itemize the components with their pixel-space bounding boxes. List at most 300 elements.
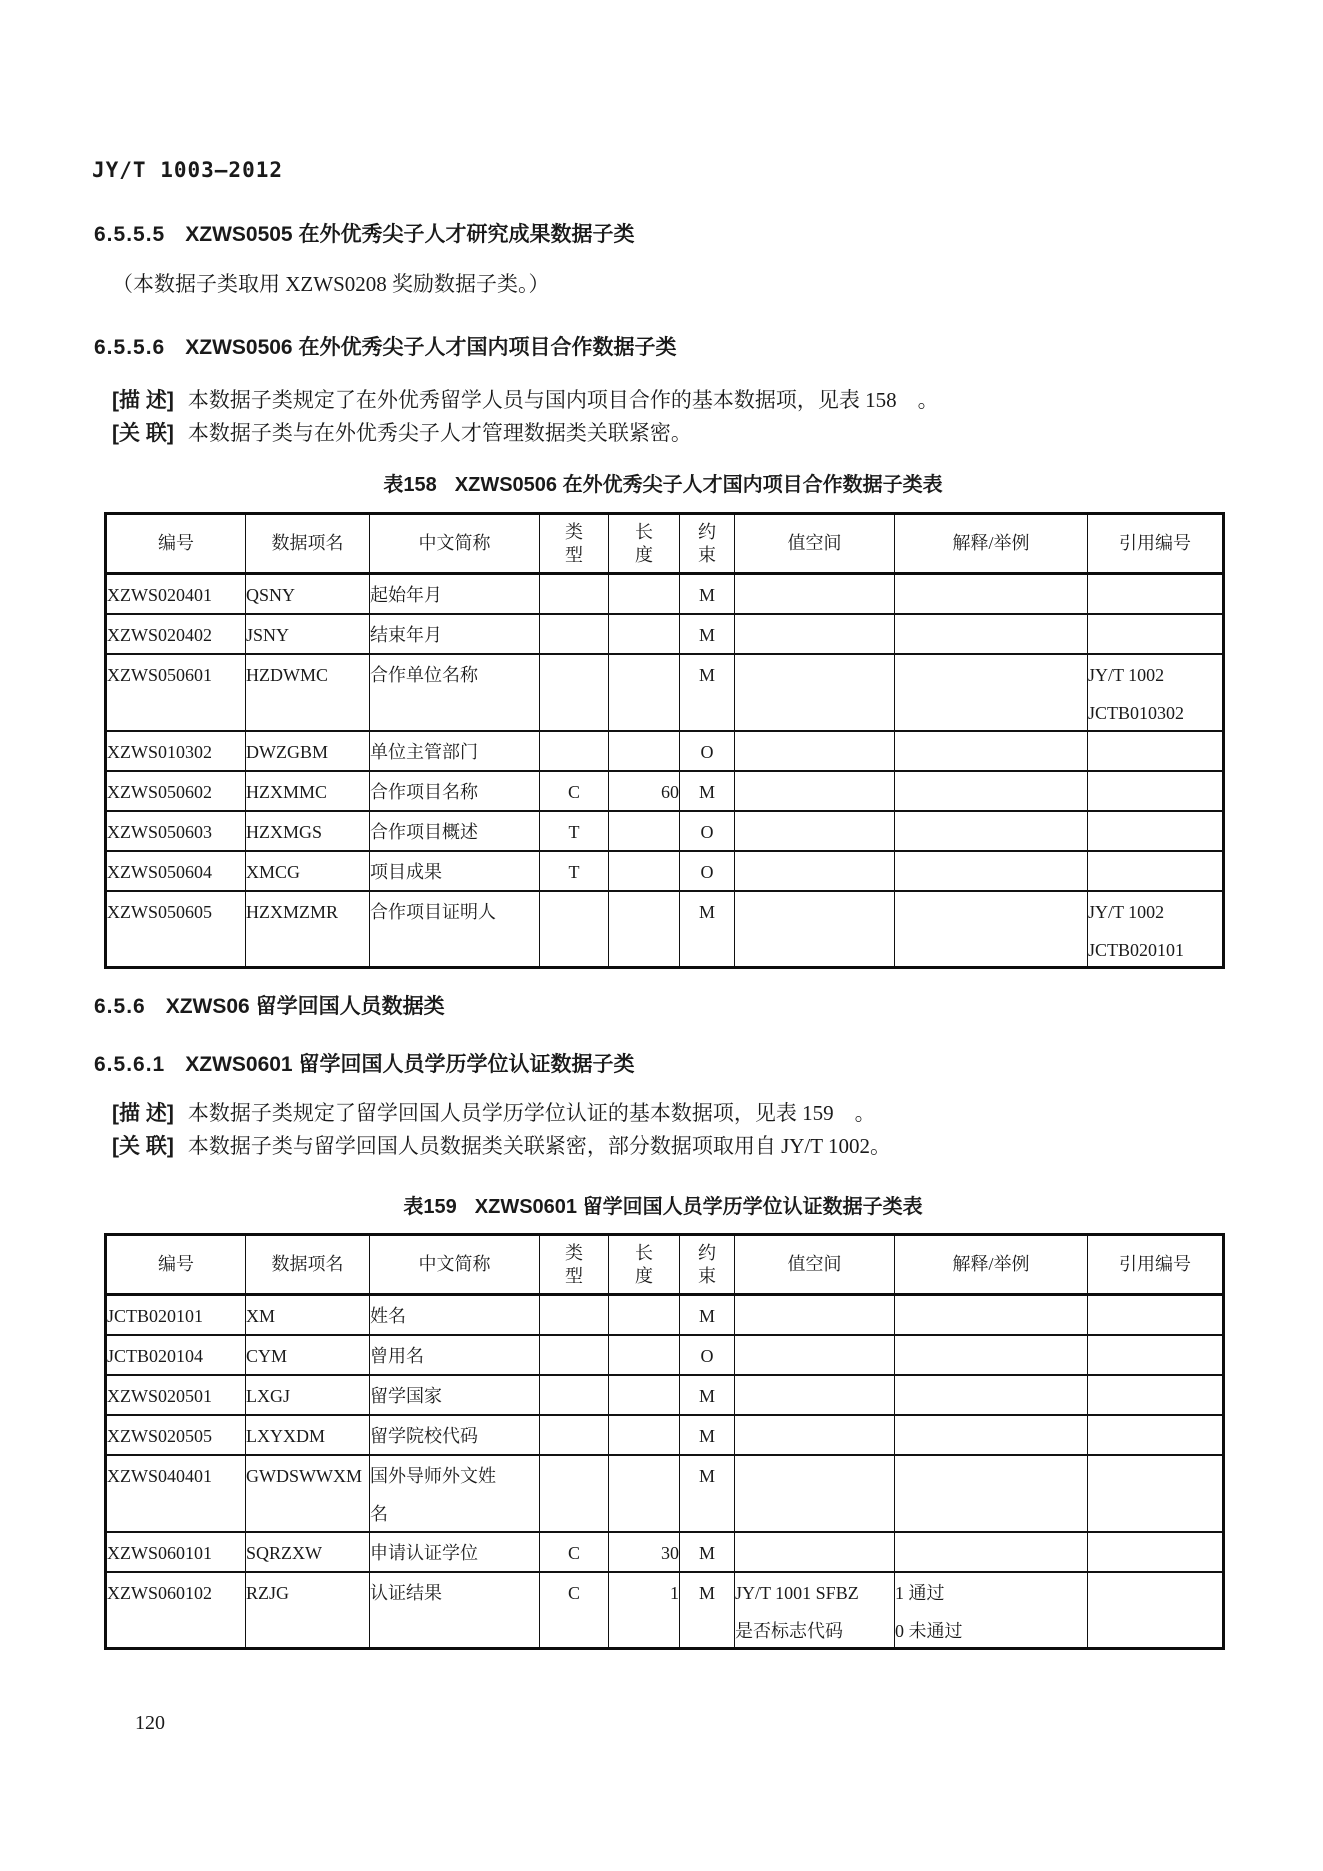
table-cell bbox=[1088, 1572, 1224, 1649]
table-cell bbox=[540, 771, 609, 811]
table-caption-prefix: 表158 bbox=[383, 474, 437, 496]
cell-text: T bbox=[568, 821, 580, 842]
cell-text: 中文简称 bbox=[418, 533, 491, 553]
header-row bbox=[106, 1235, 1224, 1295]
cell-text: 国外导师外文姓 bbox=[370, 1465, 496, 1486]
table-cell bbox=[609, 1335, 680, 1375]
table-cell bbox=[246, 1295, 370, 1335]
table-cell bbox=[895, 1455, 1088, 1532]
table-cell bbox=[680, 731, 735, 771]
table-cell bbox=[540, 654, 609, 731]
cell-text: 留学院校代码 bbox=[370, 1425, 478, 1446]
table-row bbox=[106, 811, 1224, 851]
cell-text: 度 bbox=[635, 1265, 653, 1286]
header-row bbox=[106, 514, 1224, 574]
table-cell bbox=[106, 891, 246, 968]
cell-text bbox=[540, 740, 608, 764]
table-cell bbox=[609, 1572, 680, 1649]
table-cell bbox=[1088, 851, 1224, 891]
table-caption-prefix: 表159 bbox=[403, 1196, 457, 1218]
cell-text: T bbox=[568, 861, 580, 882]
table-cell bbox=[540, 1295, 609, 1335]
table-cell bbox=[680, 1572, 735, 1649]
table-159-container bbox=[104, 1233, 1225, 1650]
cell-text: 60 bbox=[661, 781, 679, 802]
table-cell bbox=[895, 1532, 1088, 1572]
cell-text: 起始年月 bbox=[370, 585, 442, 605]
cell-text: 合作项目概述 bbox=[370, 821, 478, 842]
table-cell bbox=[895, 891, 1088, 968]
cell-text bbox=[540, 1384, 608, 1408]
table-cell bbox=[540, 1375, 609, 1415]
table-cell bbox=[1088, 614, 1224, 654]
cell-text: XZWS050604 bbox=[107, 861, 212, 882]
table-cell bbox=[540, 614, 609, 654]
table-cell bbox=[1088, 654, 1224, 731]
cell-text bbox=[1088, 1581, 1222, 1605]
cell-text: 约 bbox=[698, 1242, 716, 1263]
table-row bbox=[106, 891, 1224, 968]
table-row bbox=[106, 614, 1224, 654]
table-cell bbox=[609, 614, 680, 654]
table-cell bbox=[609, 811, 680, 851]
section-number: 6.5.5.6 bbox=[94, 336, 166, 359]
page-number: 120 bbox=[135, 1712, 165, 1734]
cell-text: XMCG bbox=[246, 861, 301, 882]
table-row bbox=[106, 574, 1224, 614]
table-caption-title: XZWS0506 在外优秀尖子人才国内项目合作数据子类表 bbox=[454, 474, 943, 496]
cell-text: XZWS050602 bbox=[107, 781, 212, 802]
table-cell bbox=[1088, 771, 1224, 811]
cell-text: XZWS010302 bbox=[107, 741, 212, 762]
cell-text: 类 bbox=[565, 1242, 583, 1263]
table-cell bbox=[735, 654, 895, 731]
table-cell bbox=[246, 771, 370, 811]
cell-text: 数据项名 bbox=[271, 1254, 344, 1274]
cell-text bbox=[895, 583, 1087, 607]
cell-text bbox=[1088, 1384, 1222, 1408]
table-159 bbox=[104, 1233, 1225, 1650]
cell-text: 引用编号 bbox=[1119, 1254, 1191, 1274]
table-cell bbox=[680, 574, 735, 614]
cell-text: 合作项目名称 bbox=[370, 781, 478, 802]
table-cell bbox=[370, 614, 540, 654]
table-caption-title: XZWS0601 留学回国人员学历学位认证数据子类表 bbox=[474, 1196, 923, 1218]
cell-text: XZWS050601 bbox=[107, 664, 212, 685]
column-header bbox=[609, 514, 680, 574]
cell-text: 申请认证学位 bbox=[370, 1542, 478, 1563]
cell-text: 解释/举例 bbox=[952, 533, 1030, 553]
table-cell bbox=[895, 731, 1088, 771]
table-cell bbox=[370, 1572, 540, 1649]
table-cell bbox=[735, 614, 895, 654]
table-cell bbox=[370, 1455, 540, 1532]
relation-text: 本数据子类与在外优秀尖子人才管理数据类关联紧密。 bbox=[187, 421, 692, 445]
cell-text: 30 bbox=[661, 1542, 679, 1563]
cell-text: JCTB020101 bbox=[1088, 939, 1185, 960]
cell-text: JSNY bbox=[246, 624, 290, 645]
table-cell bbox=[1088, 1415, 1224, 1455]
cell-text: M bbox=[698, 781, 715, 802]
column-header bbox=[370, 514, 540, 574]
cell-text: 约 bbox=[698, 521, 716, 542]
section-heading-6-5-5-5 bbox=[94, 218, 634, 248]
cell-text: 名 bbox=[370, 1503, 388, 1524]
cell-text bbox=[735, 1384, 894, 1408]
cell-text: LXYXDM bbox=[246, 1425, 325, 1446]
cell-text bbox=[1088, 820, 1222, 844]
cell-text bbox=[735, 663, 894, 687]
cell-text: 编号 bbox=[158, 1254, 194, 1274]
description-label: [描 述] bbox=[112, 389, 174, 412]
table-158-caption bbox=[104, 468, 1222, 497]
cell-text bbox=[735, 740, 894, 764]
cell-text bbox=[1088, 1541, 1222, 1565]
table-cell bbox=[609, 891, 680, 968]
cell-text: XZWS060102 bbox=[107, 1582, 212, 1603]
table-cell bbox=[609, 771, 680, 811]
table-cell bbox=[106, 1375, 246, 1415]
cell-text bbox=[895, 780, 1087, 804]
table-cell bbox=[246, 1455, 370, 1532]
cell-text: RZJG bbox=[246, 1582, 290, 1603]
cell-text: 束 bbox=[698, 1265, 716, 1286]
cell-text bbox=[895, 1384, 1087, 1408]
table-row bbox=[106, 851, 1224, 891]
cell-text: 类 bbox=[565, 521, 583, 542]
section-number: 6.5.6 bbox=[94, 995, 146, 1018]
cell-text: 型 bbox=[565, 1265, 583, 1286]
cell-text bbox=[609, 860, 679, 884]
cell-text bbox=[540, 900, 608, 924]
cell-text: HZXMZMR bbox=[246, 901, 339, 922]
cell-text: 是否标志代码 bbox=[735, 1620, 843, 1641]
cell-text: XM bbox=[246, 1306, 276, 1326]
cell-text bbox=[895, 1344, 1087, 1368]
column-header bbox=[680, 514, 735, 574]
table-cell bbox=[246, 1375, 370, 1415]
table-cell bbox=[1088, 891, 1224, 968]
table-cell bbox=[246, 731, 370, 771]
cell-text: 0 未通过 bbox=[895, 1620, 963, 1641]
column-header bbox=[370, 1235, 540, 1295]
cell-text: 型 bbox=[565, 544, 583, 565]
table-cell bbox=[895, 851, 1088, 891]
cell-text bbox=[1088, 1424, 1222, 1448]
table-cell bbox=[680, 1415, 735, 1455]
table-cell bbox=[735, 1532, 895, 1572]
description-label: [描 述] bbox=[112, 1102, 174, 1125]
cell-text: GWDSWWXM bbox=[246, 1465, 362, 1486]
cell-text: XZWS040401 bbox=[107, 1465, 212, 1486]
column-header bbox=[1088, 1235, 1224, 1295]
table-cell bbox=[680, 1532, 735, 1572]
table-cell bbox=[246, 1532, 370, 1572]
cell-text: 项目成果 bbox=[370, 861, 442, 882]
cell-text bbox=[735, 1424, 894, 1448]
table-cell bbox=[370, 811, 540, 851]
table-cell bbox=[106, 574, 246, 614]
column-header bbox=[540, 514, 609, 574]
cell-text bbox=[540, 1304, 608, 1328]
description-paragraph bbox=[112, 1097, 876, 1127]
table-cell bbox=[540, 851, 609, 891]
table-cell bbox=[609, 654, 680, 731]
column-header bbox=[735, 1235, 895, 1295]
cell-text bbox=[735, 583, 894, 607]
table-cell bbox=[540, 1335, 609, 1375]
relation-label: [关 联] bbox=[112, 422, 174, 445]
cell-text: M bbox=[698, 664, 715, 685]
cell-text bbox=[540, 583, 608, 607]
cell-text: M bbox=[698, 1465, 715, 1486]
description-text: 本数据子类规定了在外优秀留学人员与国内项目合作的基本数据项，见表 158 。 bbox=[187, 388, 939, 412]
cell-text: JY/T 1002 bbox=[1088, 901, 1165, 922]
table-cell bbox=[680, 891, 735, 968]
table-cell bbox=[895, 771, 1088, 811]
table-cell bbox=[609, 1415, 680, 1455]
cell-text: 留学国家 bbox=[370, 1385, 442, 1406]
table-cell bbox=[735, 771, 895, 811]
cell-text bbox=[540, 1464, 608, 1488]
cell-text: 合作项目证明人 bbox=[370, 901, 496, 922]
cell-text: XZWS050605 bbox=[107, 901, 212, 922]
section-title: XZWS06 留学回国人员数据类 bbox=[165, 995, 445, 1018]
table-cell bbox=[246, 654, 370, 731]
table-cell bbox=[370, 574, 540, 614]
cell-text bbox=[609, 820, 679, 844]
cell-text bbox=[1088, 1464, 1222, 1488]
cell-text bbox=[895, 1541, 1087, 1565]
section-title: XZWS0506 在外优秀尖子人才国内项目合作数据子类 bbox=[185, 336, 677, 359]
table-cell bbox=[106, 1572, 246, 1649]
table-cell bbox=[1088, 1532, 1224, 1572]
table-cell bbox=[370, 891, 540, 968]
section-heading-6-5-6 bbox=[94, 990, 445, 1020]
cell-text: O bbox=[700, 861, 714, 882]
cell-text bbox=[609, 900, 679, 924]
section-heading-6-5-5-6 bbox=[94, 331, 676, 361]
cell-text bbox=[609, 663, 679, 687]
table-cell bbox=[106, 614, 246, 654]
cell-text: SQRZXW bbox=[246, 1542, 322, 1563]
column-header bbox=[106, 1235, 246, 1295]
cell-text bbox=[895, 860, 1087, 884]
table-cell bbox=[735, 811, 895, 851]
table-cell bbox=[680, 771, 735, 811]
table-cell bbox=[246, 851, 370, 891]
table-cell bbox=[609, 731, 680, 771]
table-cell bbox=[1088, 811, 1224, 851]
cell-text: 度 bbox=[635, 544, 653, 565]
cell-text bbox=[609, 1344, 679, 1368]
table-row bbox=[106, 731, 1224, 771]
table-cell bbox=[106, 654, 246, 731]
table-cell bbox=[540, 811, 609, 851]
section-number: 6.5.6.1 bbox=[94, 1053, 166, 1076]
cell-text bbox=[609, 1384, 679, 1408]
column-header bbox=[735, 514, 895, 574]
table-159-caption bbox=[104, 1190, 1222, 1219]
table-cell bbox=[680, 1335, 735, 1375]
table-158 bbox=[104, 512, 1225, 969]
cell-text: M bbox=[698, 1582, 715, 1603]
cell-text: 单位主管部门 bbox=[370, 741, 478, 762]
table-cell bbox=[895, 654, 1088, 731]
cell-text: 长 bbox=[635, 1242, 653, 1263]
cell-text bbox=[735, 820, 894, 844]
cell-text: 认证结果 bbox=[370, 1582, 442, 1603]
table-cell bbox=[680, 1455, 735, 1532]
table-cell bbox=[680, 811, 735, 851]
cell-text: M bbox=[698, 901, 715, 922]
column-header bbox=[609, 1235, 680, 1295]
table-cell bbox=[540, 574, 609, 614]
cell-text: CYM bbox=[246, 1345, 288, 1366]
cell-text bbox=[735, 1344, 894, 1368]
table-cell bbox=[370, 1295, 540, 1335]
cell-text: XZWS060101 bbox=[107, 1542, 212, 1563]
cell-text: JCTB020104 bbox=[107, 1345, 204, 1366]
cell-text: 曾用名 bbox=[370, 1345, 424, 1366]
section-note: （本数据子类取用 XZWS0208 奖励数据子类。） bbox=[112, 272, 550, 296]
table-row bbox=[106, 1572, 1224, 1649]
cell-text: 结束年月 bbox=[370, 624, 442, 645]
table-cell bbox=[735, 1572, 895, 1649]
cell-text: 解释/举例 bbox=[952, 1254, 1030, 1274]
table-cell bbox=[735, 1295, 895, 1335]
cell-text: C bbox=[567, 1582, 580, 1603]
cell-text bbox=[895, 740, 1087, 764]
relation-paragraph bbox=[112, 417, 692, 447]
table-cell bbox=[370, 1532, 540, 1572]
table-cell bbox=[609, 1375, 680, 1415]
cell-text: M bbox=[698, 1542, 715, 1563]
table-cell bbox=[895, 811, 1088, 851]
table-cell bbox=[370, 1375, 540, 1415]
cell-text bbox=[735, 623, 894, 647]
table-row bbox=[106, 1455, 1224, 1532]
table-cell bbox=[1088, 1295, 1224, 1335]
column-header bbox=[540, 1235, 609, 1295]
cell-text bbox=[609, 1424, 679, 1448]
section-title: XZWS0505 在外优秀尖子人才研究成果数据子类 bbox=[185, 223, 635, 246]
table-cell bbox=[540, 1572, 609, 1649]
cell-text: 1 通过 bbox=[895, 1582, 945, 1603]
table-row bbox=[106, 771, 1224, 811]
cell-text: M bbox=[698, 1306, 715, 1326]
cell-text bbox=[609, 1304, 679, 1328]
table-cell bbox=[735, 1335, 895, 1375]
table-cell bbox=[895, 1375, 1088, 1415]
relation-label: [关 联] bbox=[112, 1135, 174, 1158]
table-cell bbox=[106, 1295, 246, 1335]
cell-text: M bbox=[698, 585, 715, 605]
table-cell bbox=[680, 654, 735, 731]
table-row bbox=[106, 1335, 1224, 1375]
cell-text: 长 bbox=[635, 521, 653, 542]
column-header bbox=[246, 514, 370, 574]
table-cell bbox=[1088, 1375, 1224, 1415]
cell-text bbox=[895, 900, 1087, 924]
table-cell bbox=[540, 891, 609, 968]
table-row bbox=[106, 1295, 1224, 1335]
section-title: XZWS0601 留学回国人员学历学位认证数据子类 bbox=[185, 1053, 635, 1076]
cell-text: JCTB020101 bbox=[107, 1306, 204, 1326]
cell-text bbox=[895, 663, 1087, 687]
table-cell bbox=[370, 731, 540, 771]
table-row bbox=[106, 1415, 1224, 1455]
cell-text bbox=[1088, 860, 1222, 884]
cell-text bbox=[1088, 740, 1222, 764]
cell-text: O bbox=[700, 741, 714, 762]
cell-text bbox=[540, 663, 608, 687]
cell-text: M bbox=[698, 1425, 715, 1446]
cell-text: 姓名 bbox=[370, 1306, 406, 1326]
table-cell bbox=[1088, 574, 1224, 614]
table-cell bbox=[609, 1295, 680, 1335]
table-cell bbox=[246, 614, 370, 654]
table-cell bbox=[246, 574, 370, 614]
cell-text: C bbox=[567, 1542, 580, 1563]
table-cell bbox=[540, 1455, 609, 1532]
cell-text: 编号 bbox=[158, 533, 194, 553]
table-cell bbox=[735, 1415, 895, 1455]
cell-text: 束 bbox=[698, 544, 716, 565]
column-header bbox=[246, 1235, 370, 1295]
table-cell bbox=[680, 1375, 735, 1415]
relation-text: 本数据子类与留学回国人员数据类关联紧密，部分数据项取用自 JY/T 1002。 bbox=[187, 1134, 891, 1158]
cell-text: 1 bbox=[670, 1582, 679, 1603]
table-cell bbox=[895, 1335, 1088, 1375]
cell-text: HZXMGS bbox=[246, 821, 323, 842]
cell-text bbox=[735, 860, 894, 884]
cell-text bbox=[609, 1464, 679, 1488]
cell-text: C bbox=[567, 781, 580, 802]
cell-text: 值空间 bbox=[787, 533, 842, 553]
cell-text: JY/T 1001 SFBZ bbox=[735, 1582, 859, 1603]
table-cell bbox=[609, 574, 680, 614]
table-cell bbox=[106, 731, 246, 771]
table-cell bbox=[735, 574, 895, 614]
cell-text bbox=[735, 780, 894, 804]
table-cell bbox=[370, 1335, 540, 1375]
cell-text bbox=[1088, 780, 1222, 804]
cell-text bbox=[540, 1424, 608, 1448]
table-cell bbox=[246, 1415, 370, 1455]
cell-text bbox=[895, 1424, 1087, 1448]
cell-text bbox=[895, 1304, 1087, 1328]
table-cell bbox=[106, 1335, 246, 1375]
table-cell bbox=[540, 1532, 609, 1572]
table-cell bbox=[246, 1572, 370, 1649]
table-cell bbox=[540, 1415, 609, 1455]
cell-text bbox=[1088, 1304, 1222, 1328]
relation-paragraph bbox=[112, 1130, 891, 1160]
table-cell bbox=[895, 1415, 1088, 1455]
table-cell bbox=[106, 771, 246, 811]
cell-text: LXGJ bbox=[246, 1385, 290, 1406]
table-cell bbox=[609, 1532, 680, 1572]
section-number: 6.5.5.5 bbox=[94, 223, 166, 246]
cell-text bbox=[735, 900, 894, 924]
cell-text bbox=[735, 1304, 894, 1328]
table-cell bbox=[735, 1455, 895, 1532]
cell-text: XZWS050603 bbox=[107, 821, 212, 842]
cell-text bbox=[735, 1541, 894, 1565]
cell-text bbox=[1088, 623, 1222, 647]
cell-text: 数据项名 bbox=[271, 533, 344, 553]
